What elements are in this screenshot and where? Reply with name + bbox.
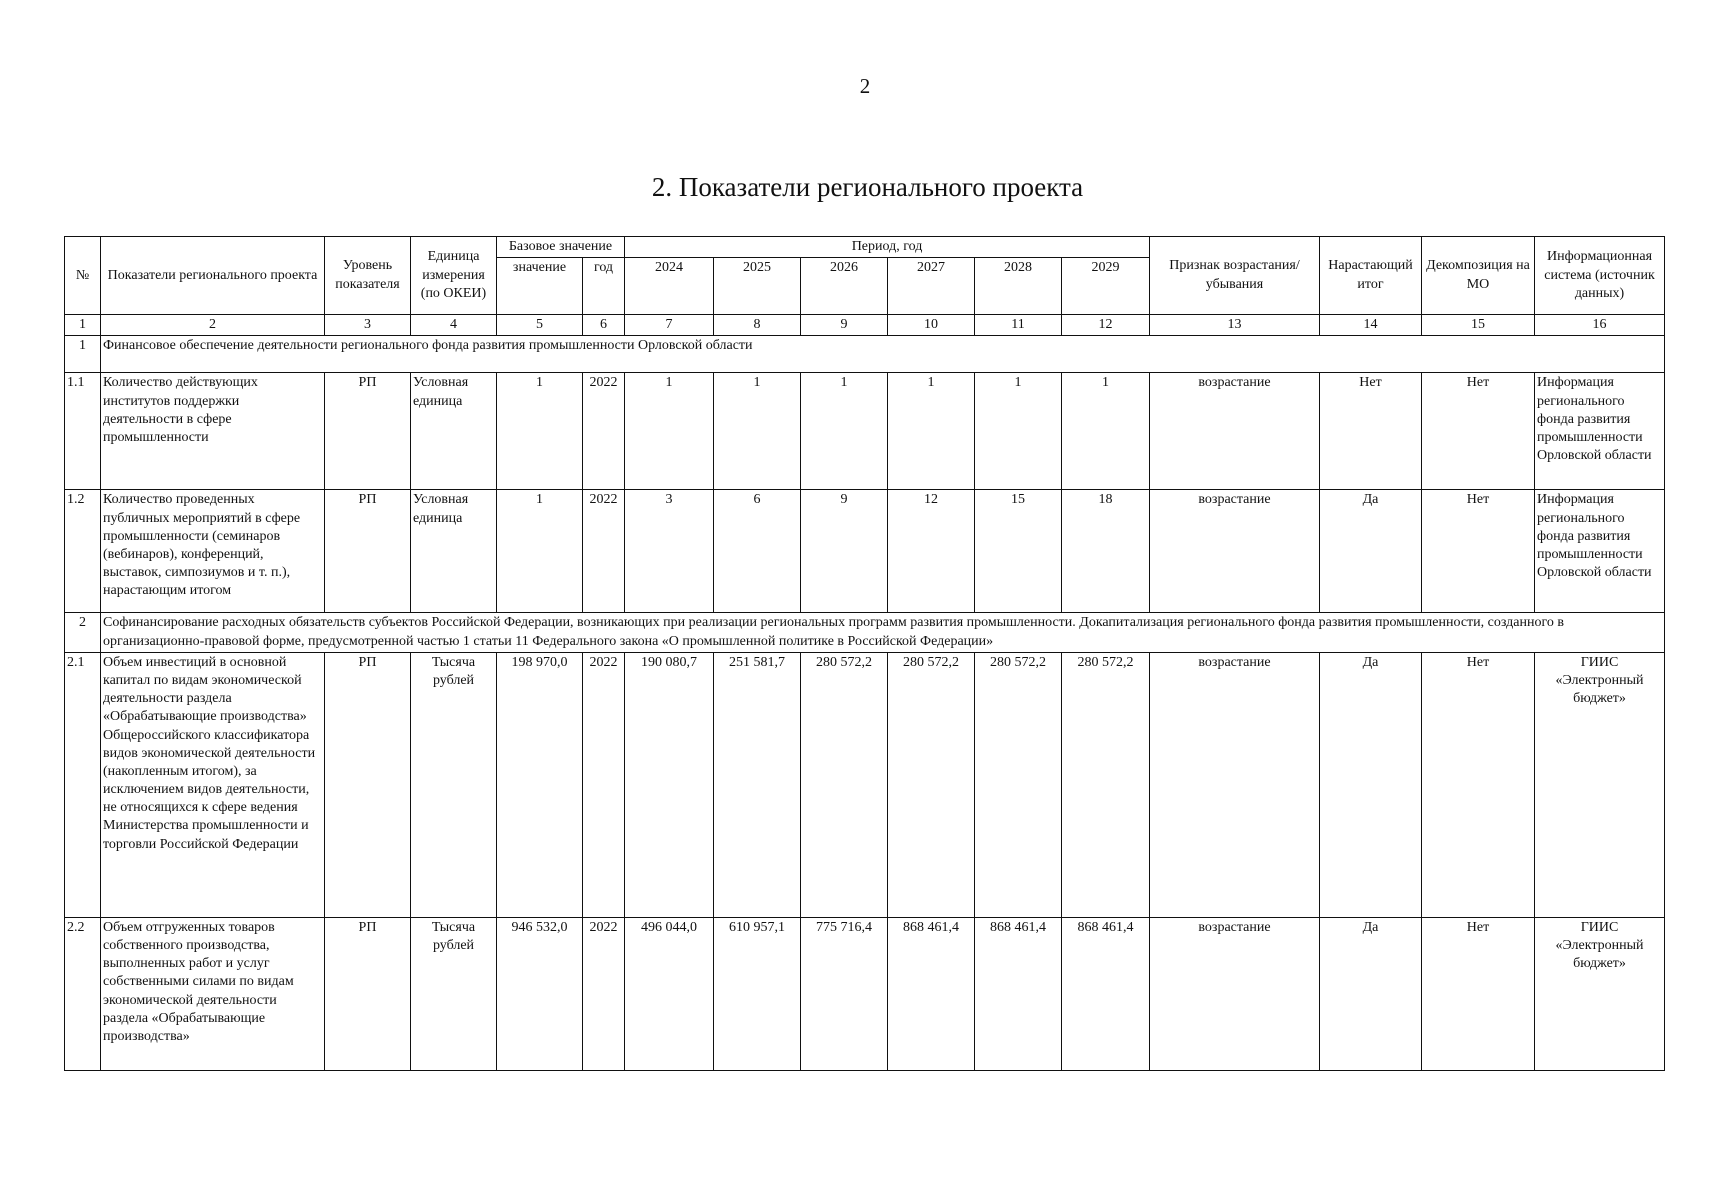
header-year-2025: 2025 (714, 258, 801, 315)
header-cumulative: Нарастающий итог (1320, 237, 1422, 315)
indicator-name: Количество проведенных публичных мероприятий в сфере промышленности (семинаров (вебинаров), конференций, выставок, симпозиумов и т. п.), нарастающим итогом (101, 490, 325, 613)
page-title: 2. Показатели регионального проекта (651, 172, 1084, 202)
column-number: 3 (325, 315, 411, 336)
header-year-2028: 2028 (975, 258, 1062, 315)
table-row (65, 490, 1665, 613)
row-number: 1.2 (65, 490, 101, 613)
header-year-2029: 2029 (1062, 258, 1150, 315)
header-trend: Признак возрастания/убывания (1150, 237, 1320, 315)
decomposition: Нет (1422, 652, 1535, 917)
indicator-level: РП (325, 490, 411, 613)
info-system: ГИИС «Электронный бюджет» (1535, 917, 1665, 1070)
decomposition: Нет (1422, 490, 1535, 613)
column-number: 10 (888, 315, 975, 336)
section-row (65, 336, 1665, 373)
header-base-year: год (583, 258, 625, 315)
column-number: 13 (1150, 315, 1320, 336)
value-2027: 12 (888, 490, 975, 613)
indicator-name: Объем отгруженных товаров собственного производства, выполненных работ и услуг собственными силами по видам экономической деятельности раздела «Обрабатывающие производства» (101, 917, 325, 1070)
value-2025: 251 581,7 (714, 652, 801, 917)
value-2024: 496 044,0 (625, 917, 714, 1070)
cumulative: Да (1320, 490, 1422, 613)
header-no: № (65, 237, 101, 315)
value-2028: 15 (975, 490, 1062, 613)
header-decomposition: Декомпозиция на МО (1422, 237, 1535, 315)
indicator-unit: Тысяча рублей (411, 652, 497, 917)
value-2029: 18 (1062, 490, 1150, 613)
column-number: 1 (65, 315, 101, 336)
section-title: Софинансирование расходных обязательств субъектов Российской Федерации, возникающих при реализации региональных программ развития промышленности. Докапитализация регионального фонда развития промышленности, созданного в организационно-правовой форме, предусмотренной частью 1 статьи 11 Федерального закона «О промышленной политике в Российской Федерации» (101, 613, 1665, 652)
header-indicator: Показатели регионального проекта (101, 237, 325, 315)
trend: возрастание (1150, 373, 1320, 490)
indicators-table (64, 236, 1665, 1071)
indicator-name: Объем инвестиций в основной капитал по видам экономической деятельности раздела «Обрабатывающие производства» Общероссийского классификатора видов экономической деятельности (накопленным итогом), за исключением видов деятельности, не относящихся к сфере ведения Министерства промышленности и торговли Российской Федерации (101, 652, 325, 917)
header-base-value: значение (497, 258, 583, 315)
value-2024: 190 080,7 (625, 652, 714, 917)
decomposition: Нет (1422, 917, 1535, 1070)
info-system: Информация регионального фонда развития промышленности Орловской области (1535, 490, 1665, 613)
cumulative: Да (1320, 917, 1422, 1070)
column-number: 12 (1062, 315, 1150, 336)
value-2029: 1 (1062, 373, 1150, 490)
page-number: 2 (859, 74, 871, 98)
trend: возрастание (1150, 490, 1320, 613)
value-2026: 280 572,2 (801, 652, 888, 917)
base-year: 2022 (583, 490, 625, 613)
row-number: 2.2 (65, 917, 101, 1070)
value-2025: 6 (714, 490, 801, 613)
column-number: 16 (1535, 315, 1665, 336)
value-2027: 868 461,4 (888, 917, 975, 1070)
header-period-group: Период, год (625, 237, 1150, 258)
indicator-unit: Тысяча рублей (411, 917, 497, 1070)
info-system: ГИИС «Электронный бюджет» (1535, 652, 1665, 917)
value-2028: 868 461,4 (975, 917, 1062, 1070)
column-number: 8 (714, 315, 801, 336)
base-value: 946 532,0 (497, 917, 583, 1070)
value-2028: 1 (975, 373, 1062, 490)
base-year: 2022 (583, 652, 625, 917)
value-2025: 1 (714, 373, 801, 490)
table-row (65, 917, 1665, 1070)
decomposition: Нет (1422, 373, 1535, 490)
cumulative: Нет (1320, 373, 1422, 490)
column-number: 11 (975, 315, 1062, 336)
value-2029: 868 461,4 (1062, 917, 1150, 1070)
column-number: 15 (1422, 315, 1535, 336)
header-info-system: Информационная система (источник данных) (1535, 237, 1665, 315)
column-number: 2 (101, 315, 325, 336)
column-number: 4 (411, 315, 497, 336)
section-number: 1 (65, 336, 101, 373)
section-row (65, 613, 1665, 652)
column-number: 6 (583, 315, 625, 336)
row-number: 1.1 (65, 373, 101, 490)
header-year-2026: 2026 (801, 258, 888, 315)
base-value: 1 (497, 490, 583, 613)
indicator-name: Количество действующих институтов поддержки деятельности в сфере промышленности (101, 373, 325, 490)
table-row (65, 373, 1665, 490)
column-number: 14 (1320, 315, 1422, 336)
value-2028: 280 572,2 (975, 652, 1062, 917)
value-2026: 775 716,4 (801, 917, 888, 1070)
header-base-group: Базовое значение (497, 237, 625, 258)
value-2027: 280 572,2 (888, 652, 975, 917)
section-title: Финансовое обеспечение деятельности регионального фонда развития промышленности Орловской области (101, 336, 1665, 373)
info-system: Информация регионального фонда развития промышленности Орловской области (1535, 373, 1665, 490)
column-number: 9 (801, 315, 888, 336)
value-2026: 1 (801, 373, 888, 490)
indicator-level: РП (325, 373, 411, 490)
indicator-level: РП (325, 652, 411, 917)
base-value: 1 (497, 373, 583, 490)
cumulative: Да (1320, 652, 1422, 917)
value-2024: 1 (625, 373, 714, 490)
table-row (65, 652, 1665, 917)
section-number: 2 (65, 613, 101, 652)
column-number: 5 (497, 315, 583, 336)
header-level: Уровень показателя (325, 237, 411, 315)
value-2024: 3 (625, 490, 714, 613)
base-value: 198 970,0 (497, 652, 583, 917)
indicator-unit: Условная единица (411, 373, 497, 490)
column-number: 7 (625, 315, 714, 336)
value-2027: 1 (888, 373, 975, 490)
column-numbers-row (65, 315, 1665, 336)
trend: возрастание (1150, 917, 1320, 1070)
base-year: 2022 (583, 917, 625, 1070)
base-year: 2022 (583, 373, 625, 490)
row-number: 2.1 (65, 652, 101, 917)
indicator-level: РП (325, 917, 411, 1070)
value-2029: 280 572,2 (1062, 652, 1150, 917)
header-year-2024: 2024 (625, 258, 714, 315)
value-2025: 610 957,1 (714, 917, 801, 1070)
header-year-2027: 2027 (888, 258, 975, 315)
trend: возрастание (1150, 652, 1320, 917)
indicator-unit: Условная единица (411, 490, 497, 613)
value-2026: 9 (801, 490, 888, 613)
header-unit: Единица измерения (по ОКЕИ) (411, 237, 497, 315)
